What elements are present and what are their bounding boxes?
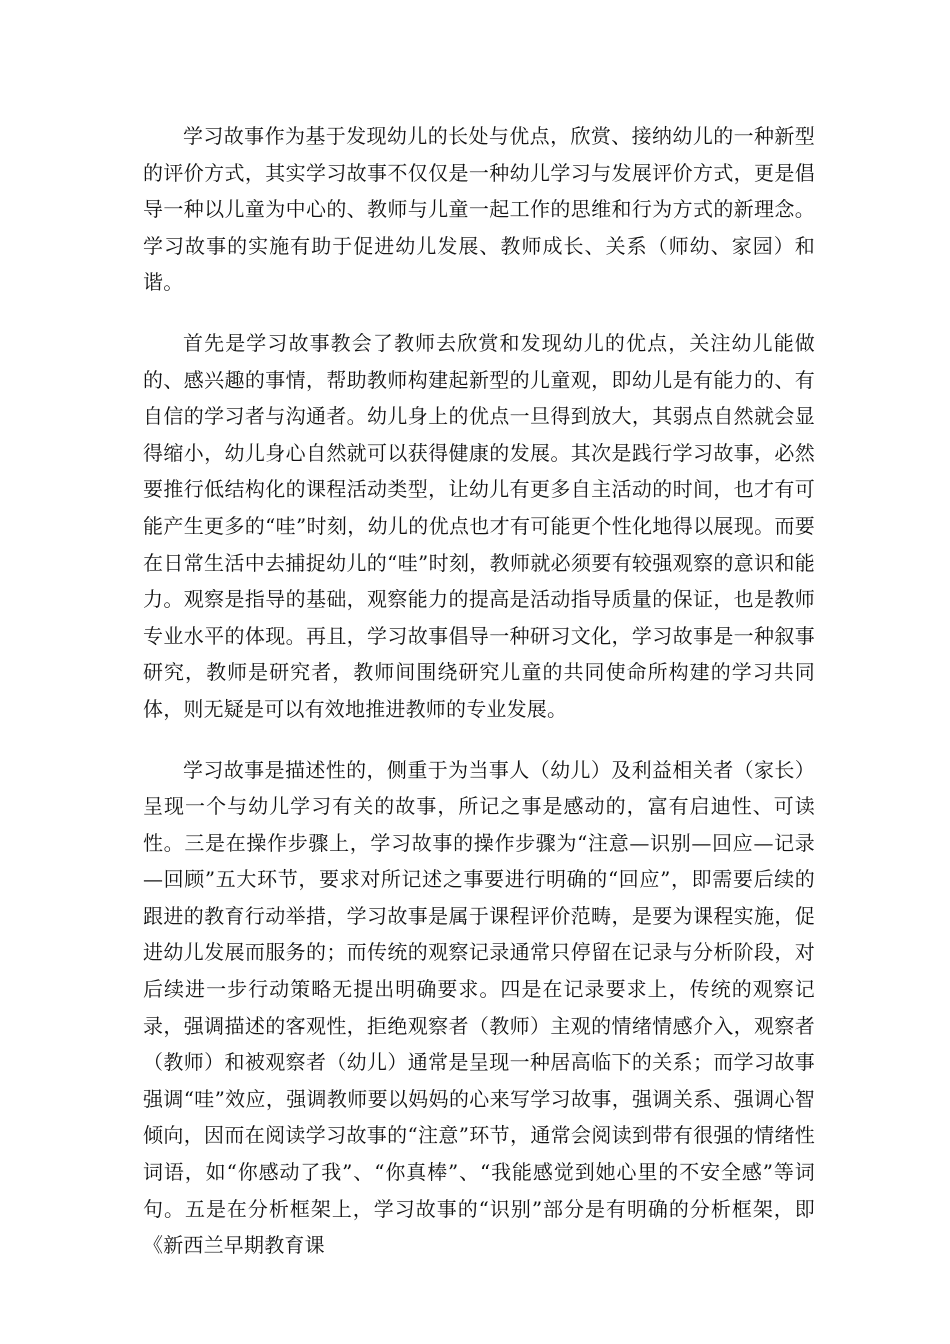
paragraph-3: 学习故事是描述性的，侧重于为当事人（幼儿）及利益相关者（家长）呈现一个与幼儿学习有关的故事，所记之事是感动的，富有启迪性、可读性。三是在操作步骤上，学习故事的操作步骤为“注意—识别—回应—记录—回顾”五大环节，要求对所记述之事要进行明确的“回应”，即需要后续的跟进的教育行动举措，学习故事是属于课程评价范畴，是要为课程实施，促进幼儿发展而服务的；而传统的观察记录通常只停留在记录与分析阶段，对后续进一步行动策略无提出明确要求。四是在记录要求上，传统的观察记录，强调描述的客观性，拒绝观察者（教师）主观的情绪情感介入，观察者（教师）和被观察者（幼儿）通常是呈现一种居高临下的关系；而学习故事强调“哇”效应，强调教师要以妈妈的心来写学习故事，强调关系、强调心智倾向，因而在阅读学习故事的“注意”环节，通常会阅读到带有很强的情绪性词语，如“你感动了我”、“你真棒”、“我能感觉到她心里的不安全感”等词句。五是在分析框架上，学习故事的“识别”部分是有明确的分析框架，即《新西兰早期教育课: [143, 757, 815, 1258]
document-body: [143, 118, 815, 1288]
paragraph-2: 首先是学习故事教会了教师去欣赏和发现幼儿的优点，关注幼儿能做的、感兴趣的事情，帮助教师构建起新型的儿童观，即幼儿是有能力的、有自信的学习者与沟通者。幼儿身上的优点一旦得到放大，其弱点自然就会显得缩小，幼儿身心自然就可以获得健康的发展。其次是践行学习故事，必然要推行低结构化的课程活动类型，让幼儿有更多自主活动的时间，也才有可能产生更多的“哇”时刻，幼儿的优点也才有可能更个性化地得以展现。而要在日常生活中去捕捉幼儿的“哇”时刻，教师就必须要有较强观察的意识和能力。观察是指导的基础，观察能力的提高是活动指导质量的保证，也是教师专业水平的体现。再且，学习故事倡导一种研习文化，学习故事是一种叙事研究，教师是研究者，教师间围绕研究儿童的共同使命所构建的学习共同体，则无疑是可以有效地推进教师的专业发展。: [143, 330, 815, 721]
paragraph-1: 学习故事作为基于发现幼儿的长处与优点，欣赏、接纳幼儿的一种新型的评价方式，其实学习故事不仅仅是一种幼儿学习与发展评价方式，更是倡导一种以儿童为中心的、教师与儿童一起工作的思维和行为方式的新理念。学习故事的实施有助于促进幼儿发展、教师成长、关系（师幼、家园）和谐。: [143, 124, 815, 295]
